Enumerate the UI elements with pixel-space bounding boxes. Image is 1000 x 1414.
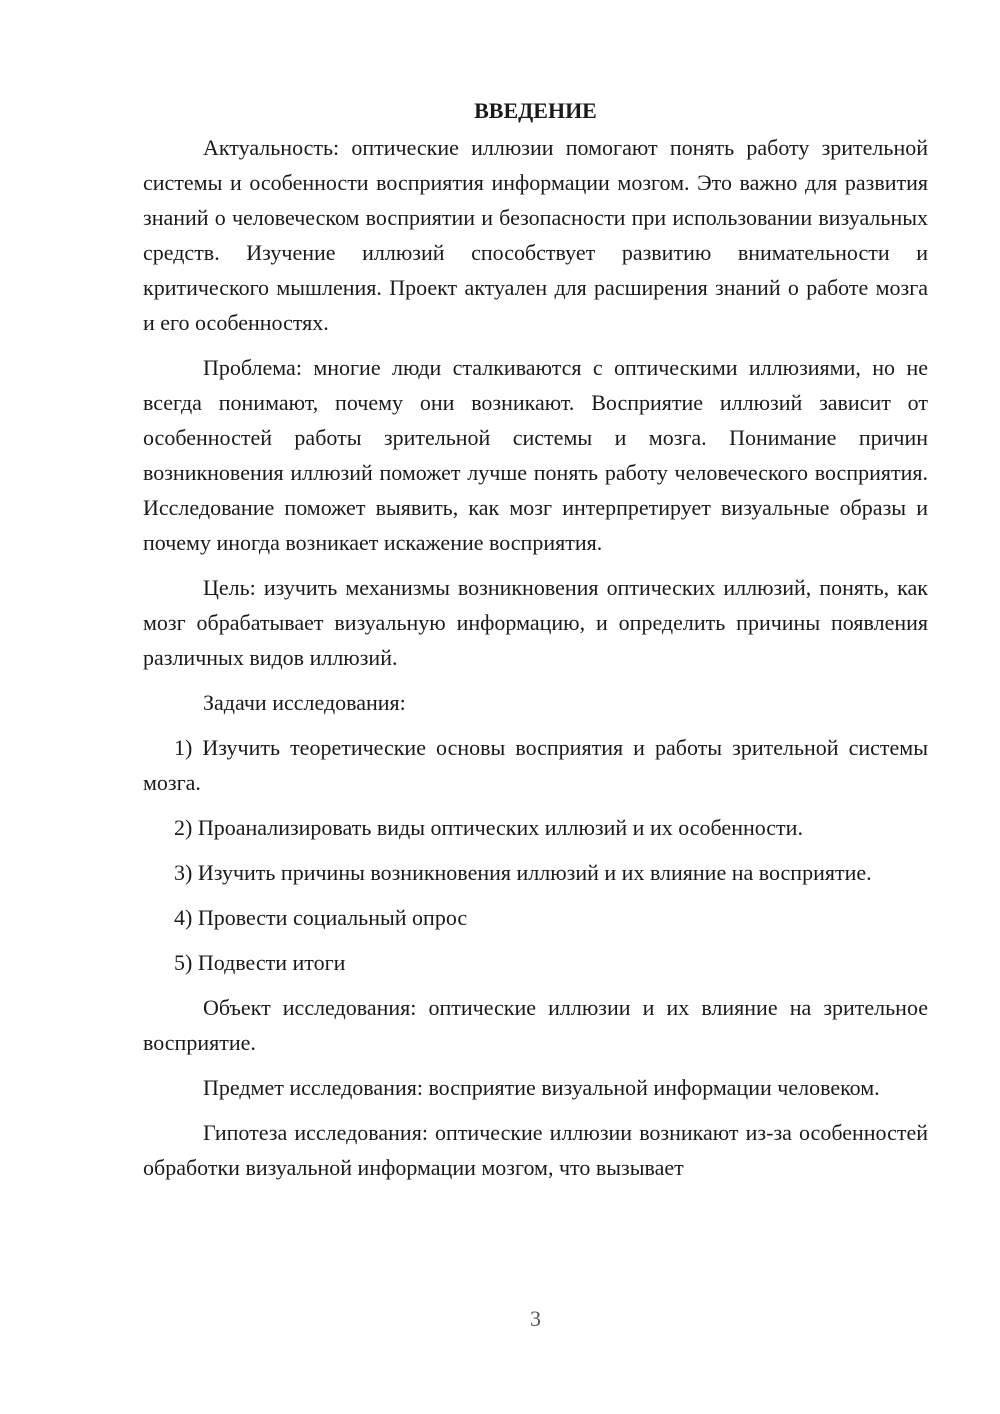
document-page	[143, 93, 928, 1185]
hypothesis-paragraph: Гипотеза исследования: оптические иллюзии возникают из-за особенностей обработки визуальной информации мозгом, что вызывает	[143, 1120, 928, 1180]
task-item-4: 4) Провести социальный опрос	[174, 905, 468, 930]
task-item-3: 3) Изучить причины возникновения иллюзий и их влияние на восприятие.	[174, 860, 872, 885]
task-item-2: 2) Проанализировать виды оптических иллюзий и их особенности.	[174, 815, 803, 840]
object-paragraph: Объект исследования: оптические иллюзии и их влияние на зрительное восприятие.	[143, 995, 928, 1055]
goal-paragraph: Цель: изучить механизмы возникновения оптических иллюзий, понять, как мозг обрабатывает визуальную информацию, и определить причины появления различных видов иллюзий.	[143, 575, 928, 670]
page-number: 3	[530, 1306, 541, 1331]
tasks-heading: Задачи исследования:	[203, 690, 406, 715]
relevance-paragraph: Актуальность: оптические иллюзии помогают понять работу зрительной системы и особенности восприятия информации мозгом. Это важно для развития знаний о человеческом восприятии и безопасности при использовании визуальных средств. Изучение иллюзий способствует развитию внимательности и критического мышления. Проект актуален для расширения знаний о работе мозга и его особенностях.	[143, 135, 928, 335]
task-item-5: 5) Подвести итоги	[174, 950, 346, 975]
subject-paragraph: Предмет исследования: восприятие визуальной информации человеком.	[203, 1075, 880, 1100]
problem-paragraph: Проблема: многие люди сталкиваются с оптическими иллюзиями, но не всегда понимают, почему они возникают. Восприятие иллюзий зависит от особенностей работы зрительной системы и мозга. Понимание причин возникновения иллюзий поможет лучше понять работу человеческого восприятия. Исследование поможет выявить, как мозг интерпретирует визуальные образы и почему иногда возникает искажение восприятия.	[143, 355, 928, 555]
task-item-1: 1) Изучить теоретические основы восприятия и работы зрительной системы мозга.	[143, 735, 928, 795]
page-title: ВВЕДЕНИЕ	[474, 98, 597, 123]
